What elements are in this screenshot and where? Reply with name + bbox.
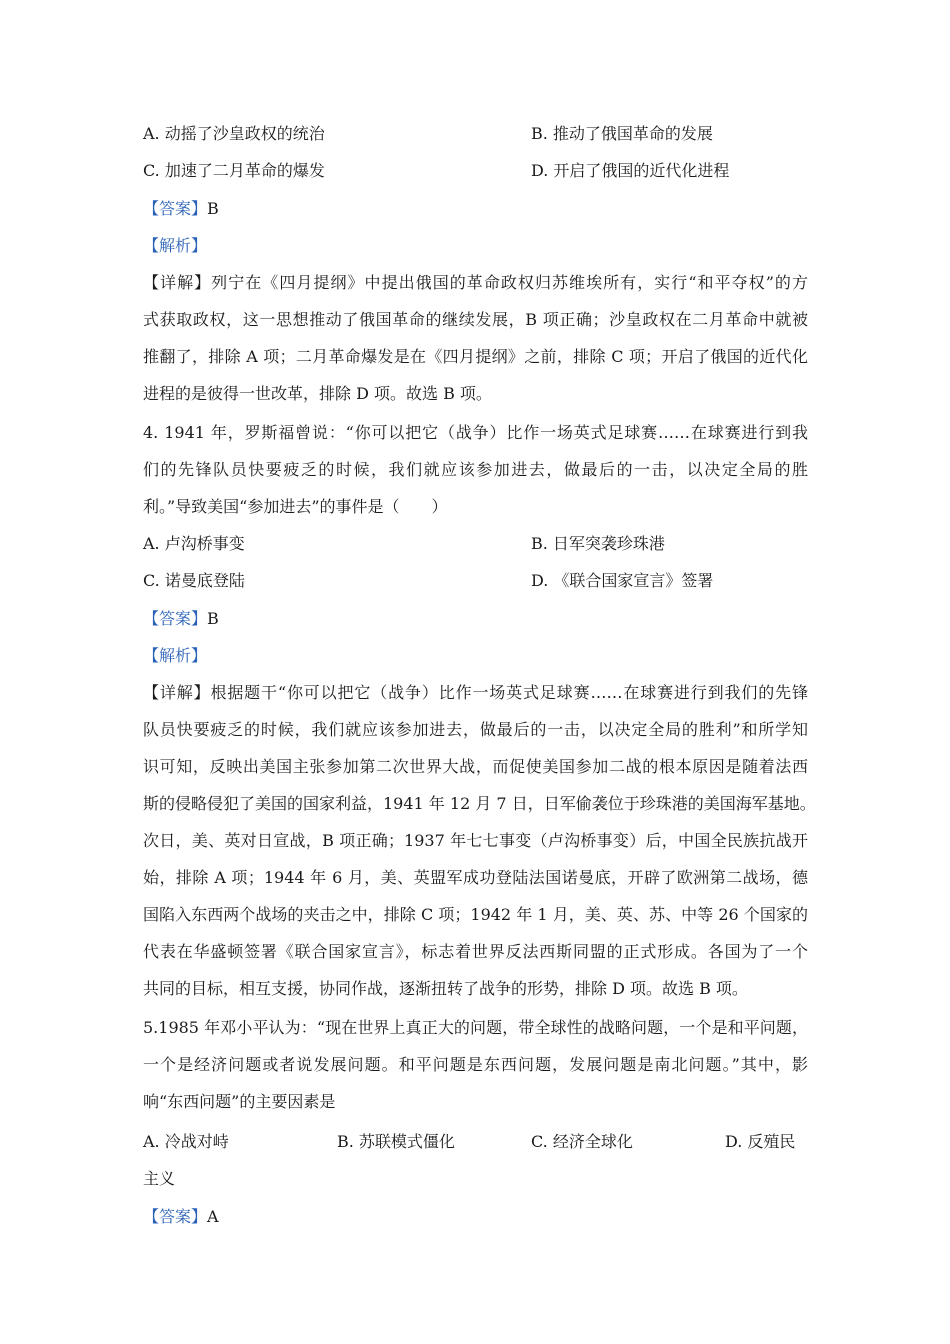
detail-text: 根据题干“你可以把它（战争）比作一场英式足球赛……在球赛进行到我们的先锋 [210, 683, 808, 702]
answer-tag: 【答案】 [143, 1207, 208, 1226]
q4-analysis-heading [143, 646, 808, 666]
q3-option-d: D. 开启了俄国的近代化进程 [531, 161, 730, 180]
answer-tag: 【答案】 [143, 199, 208, 218]
answer-value: A [207, 1207, 219, 1226]
q5-stem-line: 响“东西问题”的主要因素是 [143, 1092, 336, 1111]
q5-option-a: A. 冷战对峙 [143, 1132, 229, 1151]
q4-detail-line: 国陷入东西两个战场的夹击之中，排除 C 项；1942 年 1 月，美、英、苏、中等 26 个国家的 [143, 905, 808, 924]
q4-detail-line: 队员快要疲乏的时候，我们就应该参加进去，做最后的一击，以决定全局的胜利”和所学知 [143, 720, 808, 739]
q4-detail-line: 共同的目标，相互支援，协同作战，逐渐扭转了战争的形势，排除 D 项。故选 B 项。 [143, 979, 748, 998]
q4-option-b: B. 日军突袭珍珠港 [531, 534, 665, 553]
q5-answer [143, 1207, 808, 1227]
answer-tag: 【答案】 [143, 609, 208, 628]
q4-answer [143, 609, 808, 629]
q3-option-c: C. 加速了二月革命的爆发 [143, 161, 325, 180]
q4-detail-line: 代表在华盛顿签署《联合国家宣言》，标志着世界反法西斯同盟的正式形成。各国为了一个 [143, 942, 808, 961]
answer-value: B [207, 609, 219, 628]
q4-option-a: A. 卢沟桥事变 [143, 534, 245, 553]
q5-option-b: B. 苏联模式僵化 [337, 1132, 455, 1151]
q4-option-d: D. 《联合国家宣言》签署 [531, 571, 714, 590]
q4-detail-line: 始，排除 A 项；1944 年 6 月，美、英盟军成功登陆法国诺曼底，开辟了欧洲第二战场，德 [143, 868, 808, 887]
q4-stem-line: 4. 1941 年，罗斯福曾说：“你可以把它（战争）比作一场英式足球赛……在球赛进行到我 [143, 423, 808, 442]
detail-text: 列宁在《四月提纲》中提出俄国的革命政权归苏维埃所有，实行“和平夺权”的方 [211, 273, 808, 292]
q4-detail-line: 斯的侵略侵犯了美国的国家利益，1941 年 12 月 7 日，日军偷袭位于珍珠港的美国海军基地。 [143, 794, 816, 813]
q3-option-b: B. 推动了俄国革命的发展 [531, 124, 713, 143]
q5-stem-line: 5.1985 年邓小平认为：“现在世界上真正大的问题，带全球性的战略问题，一个是和平问题， [143, 1018, 808, 1037]
analysis-tag: 【解析】 [143, 646, 208, 665]
q3-detail-line: 式获取政权，这一思想推动了俄国革命的继续发展，B 项正确；沙皇政权在二月革命中就被 [143, 310, 808, 329]
q5-option-d: D. 反殖民 [725, 1132, 796, 1151]
q5-option-c: C. 经济全球化 [531, 1132, 633, 1151]
detail-tag: 【详解】 [143, 273, 212, 292]
q4-stem-line: 们的先锋队员快要疲乏的时候，我们就应该参加进去，做最后的一击，以决定全局的胜 [143, 460, 808, 479]
detail-tag: 【详解】 [143, 683, 211, 702]
q4-detail-line: 识可知，反映出美国主张参加第二次世界大战，而促使美国参加二战的根本原因是随着法西 [143, 757, 808, 776]
answer-value: B [207, 199, 219, 218]
q4-stem-line: 利。”导致美国“参加进去”的事件是（ ） [143, 497, 448, 516]
q3-detail-line: 推翻了，排除 A 项；二月革命爆发是在《四月提纲》之前，排除 C 项；开启了俄国的近代化 [143, 347, 808, 366]
q3-option-a: A. 动摇了沙皇政权的统治 [143, 124, 325, 143]
q3-answer [143, 199, 808, 219]
q3-detail-line [143, 273, 808, 293]
q4-option-c: C. 诺曼底登陆 [143, 571, 245, 590]
q3-analysis-heading [143, 236, 808, 256]
q5-option-wrap: 主义 [143, 1169, 176, 1188]
q4-detail-line [143, 683, 808, 703]
q5-stem-line: 一个是经济问题或者说发展问题。和平问题是东西问题，发展问题是南北问题。”其中，影 [143, 1055, 808, 1074]
q4-detail-line: 次日，美、英对日宣战，B 项正确；1937 年七七事变（卢沟桥事变）后，中国全民族抗战开 [143, 831, 808, 850]
q3-detail-line: 进程的是彼得一世改革，排除 D 项。故选 B 项。 [143, 384, 492, 403]
analysis-tag: 【解析】 [143, 236, 208, 255]
